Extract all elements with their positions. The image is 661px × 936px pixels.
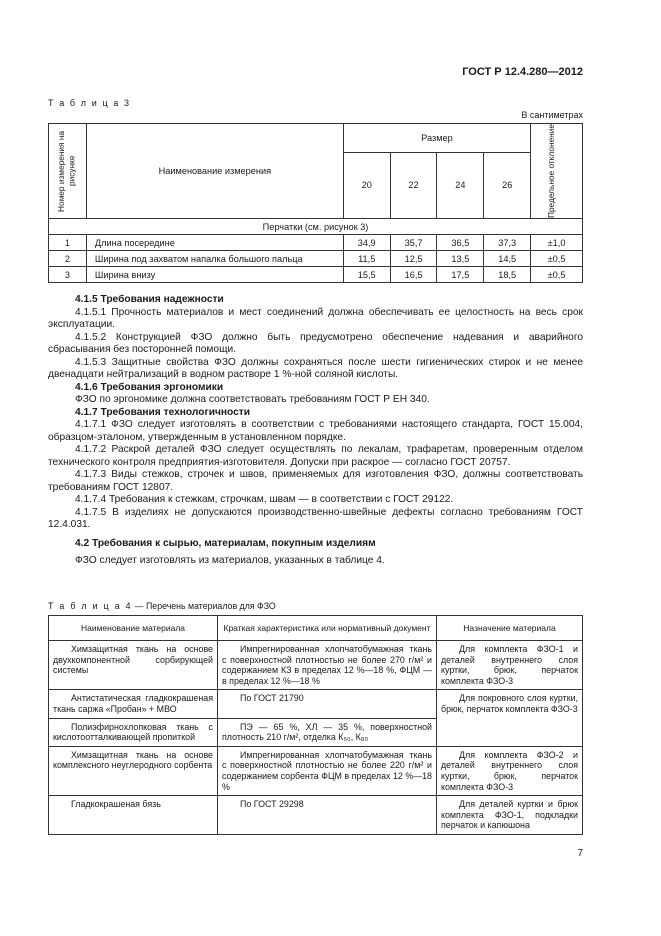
material-description: Импрегнированная хлопчатобумажная ткань с поверхностной плотностью не более 220 г/м² и содержанием сорбента ФЦМ в пределах 12 %—18 % xyxy=(218,746,437,795)
paragraph-4-1-7-4: 4.1.7.4 Требования к стежкам, строчкам, швам — в соответствии с ГОСТ 29122. xyxy=(75,494,454,505)
row-value: 13,5 xyxy=(437,251,484,267)
table-3-caption: Т а б л и ц а 3 xyxy=(48,98,131,108)
material-name: Химзащитная ткань на основе комплексного неуглеродного сорбента xyxy=(49,746,218,795)
table-4 xyxy=(48,615,583,835)
paragraph-4-2: ФЗО следует изготовлять из материалов, указанных в таблице 4. xyxy=(75,555,385,566)
table-3 xyxy=(48,123,583,283)
material-description: ПЭ — 65 %, ХЛ — 35 %, поверхностной плотность 210 г/м², отделка К₅₀, К₈₀ xyxy=(218,718,437,746)
paragraph-4-1-6: ФЗО по эргономике должна соответствовать требованиям ГОСТ Р ЕН 340. xyxy=(75,394,430,405)
col-header-deviation: Предельное отклонение xyxy=(531,124,583,219)
row-value: 15,5 xyxy=(343,267,390,283)
paragraph-4-1-5-2: 4.1.5.2 Конструкцией ФЗО должно быть предусмотрено обеспечение надевания и аварийного сбрасывания без посторонней помощи. xyxy=(48,331,583,355)
material-description: Импрегнированная хлопчатобумажная ткань с поверхностной плотностью не более 270 г/м² и содержанием КЗ в пределах 12 %—18 %, ФЦМ — в пределах 12 %—18 % xyxy=(218,641,437,690)
material-name: Гладкокрашеная бязь xyxy=(49,796,218,835)
paragraph-4-1-7-5: 4.1.7.5 В изделиях не допускаются производственно-швейные дефекты согласно требованиям ГОСТ 12.4.031. xyxy=(48,506,583,530)
paragraph-4-1-7-2: 4.1.7.2 Раскрой деталей ФЗО следует осуществлять по лекалам, трафаретам, проверенным отделом технического контроля предприятия-изготовителя. Допуски при раскрое — согласно ГОСТ 20757. xyxy=(48,444,583,468)
section-row: Перчатки (см. рисунок 3) xyxy=(49,219,583,235)
material-name: Антистатическая гладкокрашеная ткань саржа «Пробан» + МВО xyxy=(49,690,218,718)
material-name: Химзащитная ткань на основе двухкомпонентной сорбирующей системы xyxy=(49,641,218,690)
material-purpose: Для комплекта ФЗО-1 и деталей внутреннего слоя куртки, брюк, перчаток комплекта ФЗО-3 xyxy=(437,641,583,690)
document-number: ГОСТ Р 12.4.280—2012 xyxy=(462,66,583,78)
row-value: 14,5 xyxy=(484,251,531,267)
row-number: 3 xyxy=(49,267,87,283)
row-value: 18,5 xyxy=(484,267,531,283)
heading-4-1-6: 4.1.6 Требования эргономики xyxy=(75,381,224,393)
row-value: 36,5 xyxy=(437,235,484,251)
table-row xyxy=(49,251,583,267)
page-number: 7 xyxy=(577,848,583,859)
row-value: 37,3 xyxy=(484,235,531,251)
table-row xyxy=(49,235,583,251)
material-name: Полиэфирнохлопковая ткань с кислотоотталкивающей пропиткой xyxy=(49,718,218,746)
row-value: 34,9 xyxy=(343,235,390,251)
col-header-name: Наименование измерения xyxy=(86,124,343,219)
row-name: Длина посередине xyxy=(86,235,343,251)
paragraph-4-1-7-3: 4.1.7.3 Виды стежков, строчек и швов, применяемых для изготовления ФЗО, должны соответствовать требованиям ГОСТ 12807. xyxy=(48,469,583,493)
table-4-caption: Т а б л и ц а 4 — Перечень материалов для ФЗО xyxy=(48,601,276,611)
row-number: 2 xyxy=(49,251,87,267)
paragraph-4-1-5-1: 4.1.5.1 Прочность материалов и мест соединений должна обеспечивать ее целостность на весь срок эксплуатации. xyxy=(48,306,583,330)
col-header-purpose: Назначение материала xyxy=(437,616,583,641)
row-deviation: ±0,5 xyxy=(531,267,583,283)
table-row xyxy=(49,267,583,283)
size-header: 20 xyxy=(343,152,390,218)
row-value: 16,5 xyxy=(390,267,437,283)
material-purpose: Для покровного слоя куртки, брюк, перчаток комплекта ФЗО-3 xyxy=(437,690,583,746)
material-description: По ГОСТ 29298 xyxy=(218,796,437,835)
table-row xyxy=(49,641,583,690)
size-header: 24 xyxy=(437,152,484,218)
row-number: 1 xyxy=(49,235,87,251)
table-row xyxy=(49,796,583,835)
table-row xyxy=(49,746,583,795)
col-header-size: Размер xyxy=(343,124,530,153)
body-text xyxy=(48,294,583,568)
row-value: 12,5 xyxy=(390,251,437,267)
row-value: 11,5 xyxy=(343,251,390,267)
material-purpose: Для комплекта ФЗО-2 и деталей внутреннего слоя куртки, брюк, перчаток комплекта ФЗО-3 xyxy=(437,746,583,795)
heading-4-1-7: 4.1.7 Требования технологичности xyxy=(75,406,251,418)
row-value: 35,7 xyxy=(390,235,437,251)
size-header: 26 xyxy=(484,152,531,218)
paragraph-4-1-7-1: 4.1.7.1 ФЗО следует изготовлять в соответствии с требованиями настоящего стандарта, ГОСТ 15.004, образцом-эталоном, утвержденным в установленном порядке. xyxy=(48,419,583,443)
heading-4-1-5: 4.1.5 Требования надежности xyxy=(75,294,224,305)
col-header-number: Номер измерения на рисунке xyxy=(49,124,87,219)
row-name: Ширина внизу xyxy=(86,267,343,283)
heading-4-2: 4.2 Требования к сырью, материалам, покупным изделиям xyxy=(75,537,376,549)
paragraph-4-1-5-3: 4.1.5.3 Защитные свойства ФЗО должны сохраняться после шести гигиенических стирок и не менее двенадцати нейтрализаций в водном растворе 1 %-ной соляной кислоты. xyxy=(48,356,583,380)
row-deviation: ±1,0 xyxy=(531,235,583,251)
size-header: 22 xyxy=(390,152,437,218)
row-value: 17,5 xyxy=(437,267,484,283)
col-header-description: Краткая характеристика или нормативный документ xyxy=(218,616,437,641)
row-name: Ширина под захватом напалка большого пальца xyxy=(86,251,343,267)
material-description: По ГОСТ 21790 xyxy=(218,690,437,718)
material-purpose: Для деталей куртки и брюк комплекта ФЗО-1, подкладки перчаток и капюшона xyxy=(437,796,583,835)
row-deviation: ±0,5 xyxy=(531,251,583,267)
table-row xyxy=(49,690,583,718)
table-3-units: В сантиметрах xyxy=(521,110,583,120)
col-header-material: Наименование материала xyxy=(49,616,218,641)
